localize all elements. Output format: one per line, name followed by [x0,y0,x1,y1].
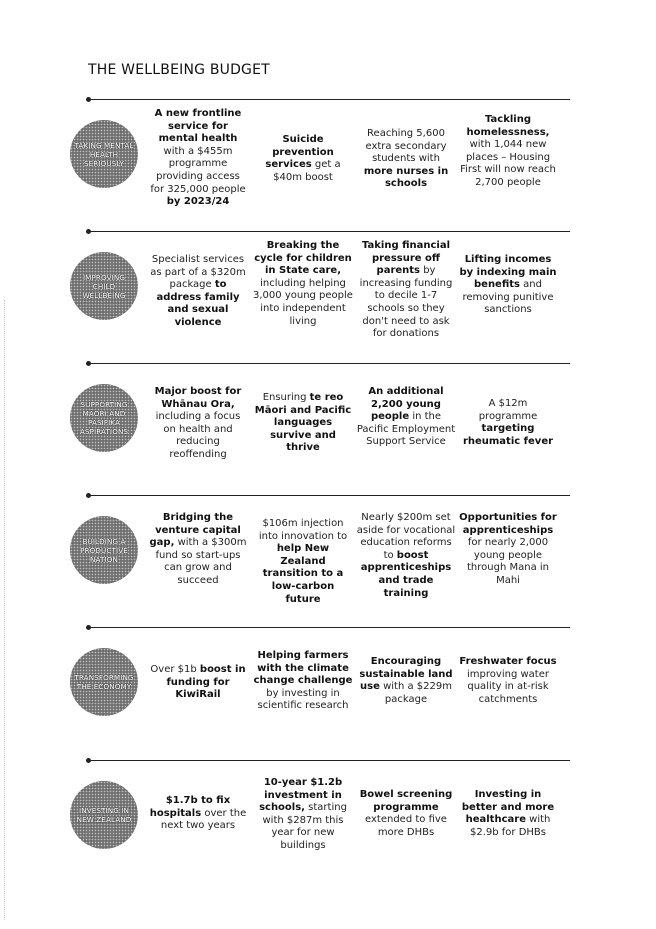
budget-item: An additional 2,200 young people in the Pacific Employment Support Service [356,386,456,448]
budget-row-productive-nation [60,496,590,626]
badge-investing-nz: INVESTING IN NEW ZEALAND [70,781,138,849]
budget-item: Major boost for Whānau Ora, including a focus on health and reducing reoffending [154,386,242,460]
badge-child-wellbeing: IMPROVING CHILD WELLBEING [70,252,138,320]
budget-item: Freshwater focus improving water quality in at-risk catchments [459,656,557,705]
budget-item: Ensuring te reo Māori and Pacific languages survive and thrive [254,392,352,454]
budget-item: Lifting incomes by indexing main benefits and removing punitive sanctions [459,254,557,316]
budget-item: Opportunities for apprenticeships for nearly 2,000 young people through Mana in Mahi [459,512,557,586]
budget-item: Tackling homelessness, with 1,044 new places – Housing First will now reach 2,700 people [460,114,556,188]
budget-item: Nearly $200m set aside for vocational education reforms to boost apprenticeships and trade training [356,512,456,599]
budget-item: Specialist services as part of a $320m package to address family and sexual violence [150,254,246,328]
budget-item: Helping farmers with the climate change challenge by investing in scientific research [253,650,353,712]
budget-item: Bowel screening programme extended to five more DHBs [359,789,453,838]
badge-transforming-economy: TRANSFORMING THE ECONOMY [70,648,138,716]
budget-item: A $12m programme targeting rheumatic fever [462,398,554,447]
budget-item: 10-year $1.2b investment in schools, starting with $287m this year for new buildings [259,777,347,851]
budget-row-mental-health [60,100,590,230]
badge-mental-health: TAKING MENTAL HEALTH SERIOUSLY [70,120,138,188]
budget-item: A new frontline service for mental health with a $455m programme providing access for 325,000 people by 2023/24 [150,108,246,208]
budget-item: Bridging the venture capital gap, with a $300m fund so start-ups can grow and succeed [149,512,247,586]
budget-item: $106m injection into innovation to help New Zealand transition to a low-carbon future [258,518,348,605]
budget-row-transforming-economy [60,628,590,758]
badge-productive-nation: BUILDING A PRODUCTIVE NATION [70,516,138,584]
budget-row-maori-pasifika [60,364,590,494]
budget-item: $1.7b to fix hospitals over the next two years [149,795,247,832]
budget-item: Encouraging sustainable land use with a $229m package [359,656,453,705]
margin-line [4,300,5,920]
budget-item: Investing in better and more healthcare with $2.9b for DHBs [461,789,555,838]
badge-maori-pasifika: SUPPORTING MĀORI AND PASIFIKA ASPIRATIONS [70,384,138,452]
budget-item: Over $1b boost in funding for KiwiRail [150,664,246,701]
budget-item: Taking financial pressure off parents by increasing funding to decile 1-7 schools so they don't need to ask for donations [359,240,453,340]
budget-item: Suicide prevention services get a $40m boost [265,134,341,183]
budget-row-child-wellbeing [60,232,590,362]
budget-item: Breaking the cycle for children in State care, including helping 3,000 young people into independent living [253,240,353,327]
budget-item: Reaching 5,600 extra secondary students with more nurses in schools [363,128,449,190]
page-title: THE WELLBEING BUDGET [88,62,270,78]
budget-row-investing-nz [60,761,590,891]
